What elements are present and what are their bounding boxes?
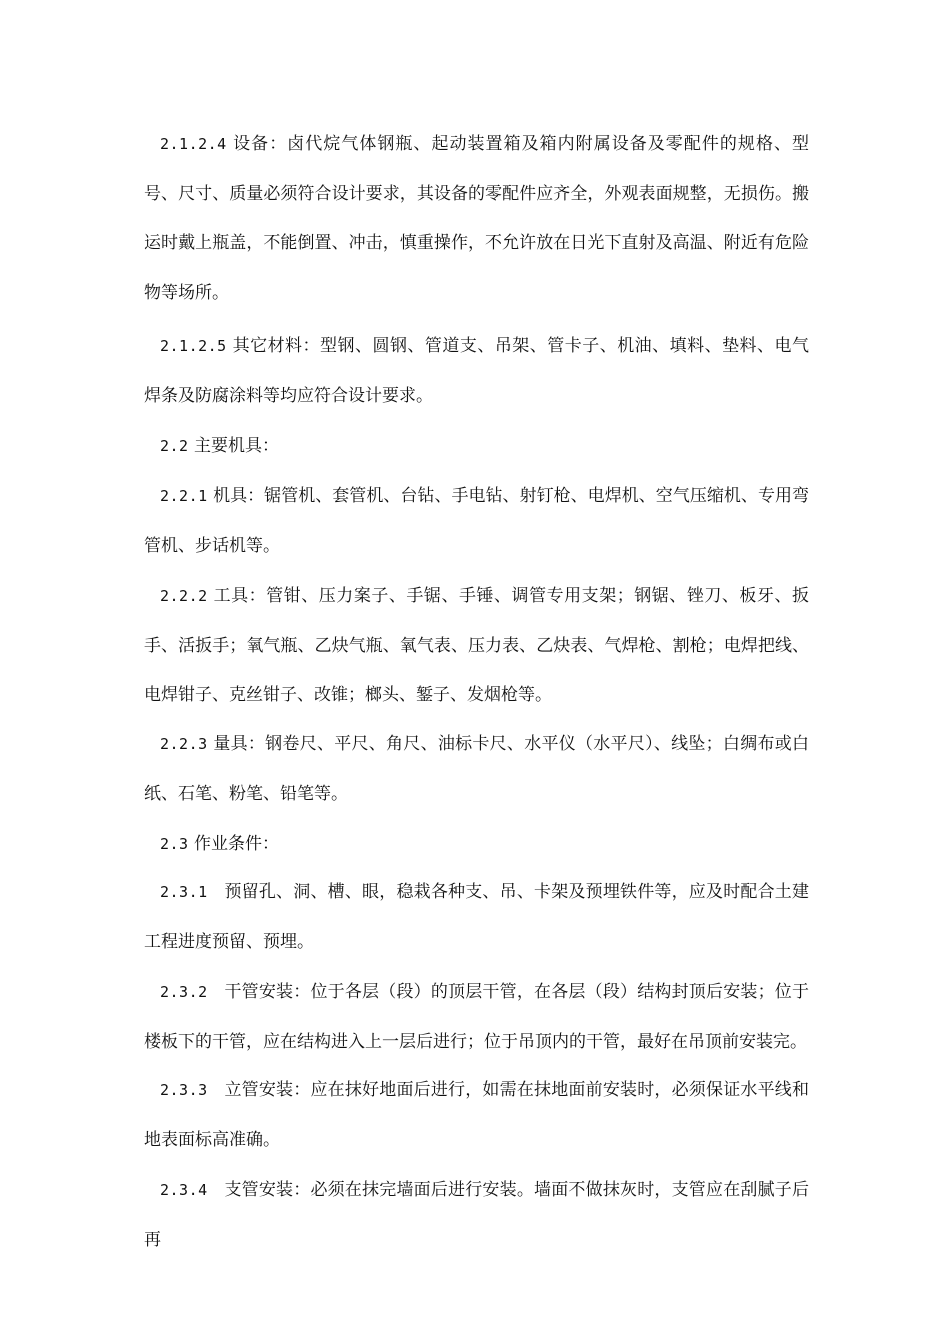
paragraph-text: 预留孔、洞、槽、眼，稳栽各种支、吊、卡架及预埋铁件等，应及时配合土建工程进度预留、预埋。 [144,882,809,952]
paragraph-text: 干管安装：位于各层（段）的顶层干管，在各层（段）结构封顶后安装；位于楼板下的干管，应在结构进入上一层后进行；位于吊顶内的干管，最好在吊顶前安装完。 [144,982,809,1052]
paragraph-text: 机具：锯管机、套管机、台钻、手电钻、射钉枪、电焊机、空气压缩机、专用弯管机、步话机等。 [144,486,810,556]
section-number: 2.2 [160,437,189,455]
paragraph-2-2-1 [144,472,809,571]
section-number: 2.2.3 [160,735,208,753]
section-number: 2.3.1 [160,883,208,901]
section-number: 2.3.3 [160,1081,208,1099]
paragraph-text: 其它材料：型钢、圆钢、管道支、吊架、管卡子、机油、填料、垫料、电气焊条及防腐涂料等均应符合设计要求。 [144,336,810,406]
paragraph-text: 量具：钢卷尺、平尺、角尺、油标卡尺、水平仪（水平尺）、线坠；白绸布或白纸、石笔、粉笔、铅笔等。 [144,734,810,804]
section-number: 2.3 [160,835,189,853]
section-number: 2.2.1 [160,487,208,505]
section-number: 2.2.2 [160,587,208,605]
paragraph-2-3-3 [144,1066,809,1165]
paragraph-2-3-4 [144,1166,809,1265]
paragraph-text: 立管安装：应在抹好地面后进行，如需在抹地面前安装时，必须保证水平线和地表面标高准确。 [144,1080,809,1150]
section-number: 2.1.2.4 [160,135,227,153]
heading-2-3 [144,820,809,870]
heading-text: 作业条件： [194,834,279,854]
paragraph-2-2-2 [144,572,809,721]
paragraph-text: 支管安装：必须在抹完墙面后进行安装。墙面不做抹灰时，支管应在刮腻子后再 [144,1180,809,1250]
paragraph-2-3-2 [144,968,809,1067]
paragraph-2-1-2-5 [144,322,809,421]
section-number: 2.1.2.5 [160,337,227,355]
paragraph-2-1-2-4 [144,120,809,318]
paragraph-text: 设备：卤代烷气体钢瓶、起动装置箱及箱内附属设备及零配件的规格、型号、尺寸、质量必须符合设计要求，其设备的零配件应齐全，外观表面规整，无损伤。搬运时戴上瓶盖，不能倒置、冲击，慎重操作，不允许放在日光下直射及高温、附近有危险物等场所。 [144,134,810,303]
section-number: 2.3.2 [160,983,208,1001]
paragraph-text: 工具：管钳、压力案子、手锯、手锤、调管专用支架；钢锯、锉刀、板牙、扳手、活扳手；氧气瓶、乙炔气瓶、氧气表、压力表、乙炔表、气焊枪、割枪；电焊把线、电焊钳子、克丝钳子、改锥；榔头、錾子、发烟枪等。 [144,586,810,706]
heading-text: 主要机具： [194,436,279,456]
paragraph-2-2-3 [144,720,809,819]
section-number: 2.3.4 [160,1181,208,1199]
heading-2-2 [144,422,809,472]
paragraph-2-3-1 [144,868,809,967]
